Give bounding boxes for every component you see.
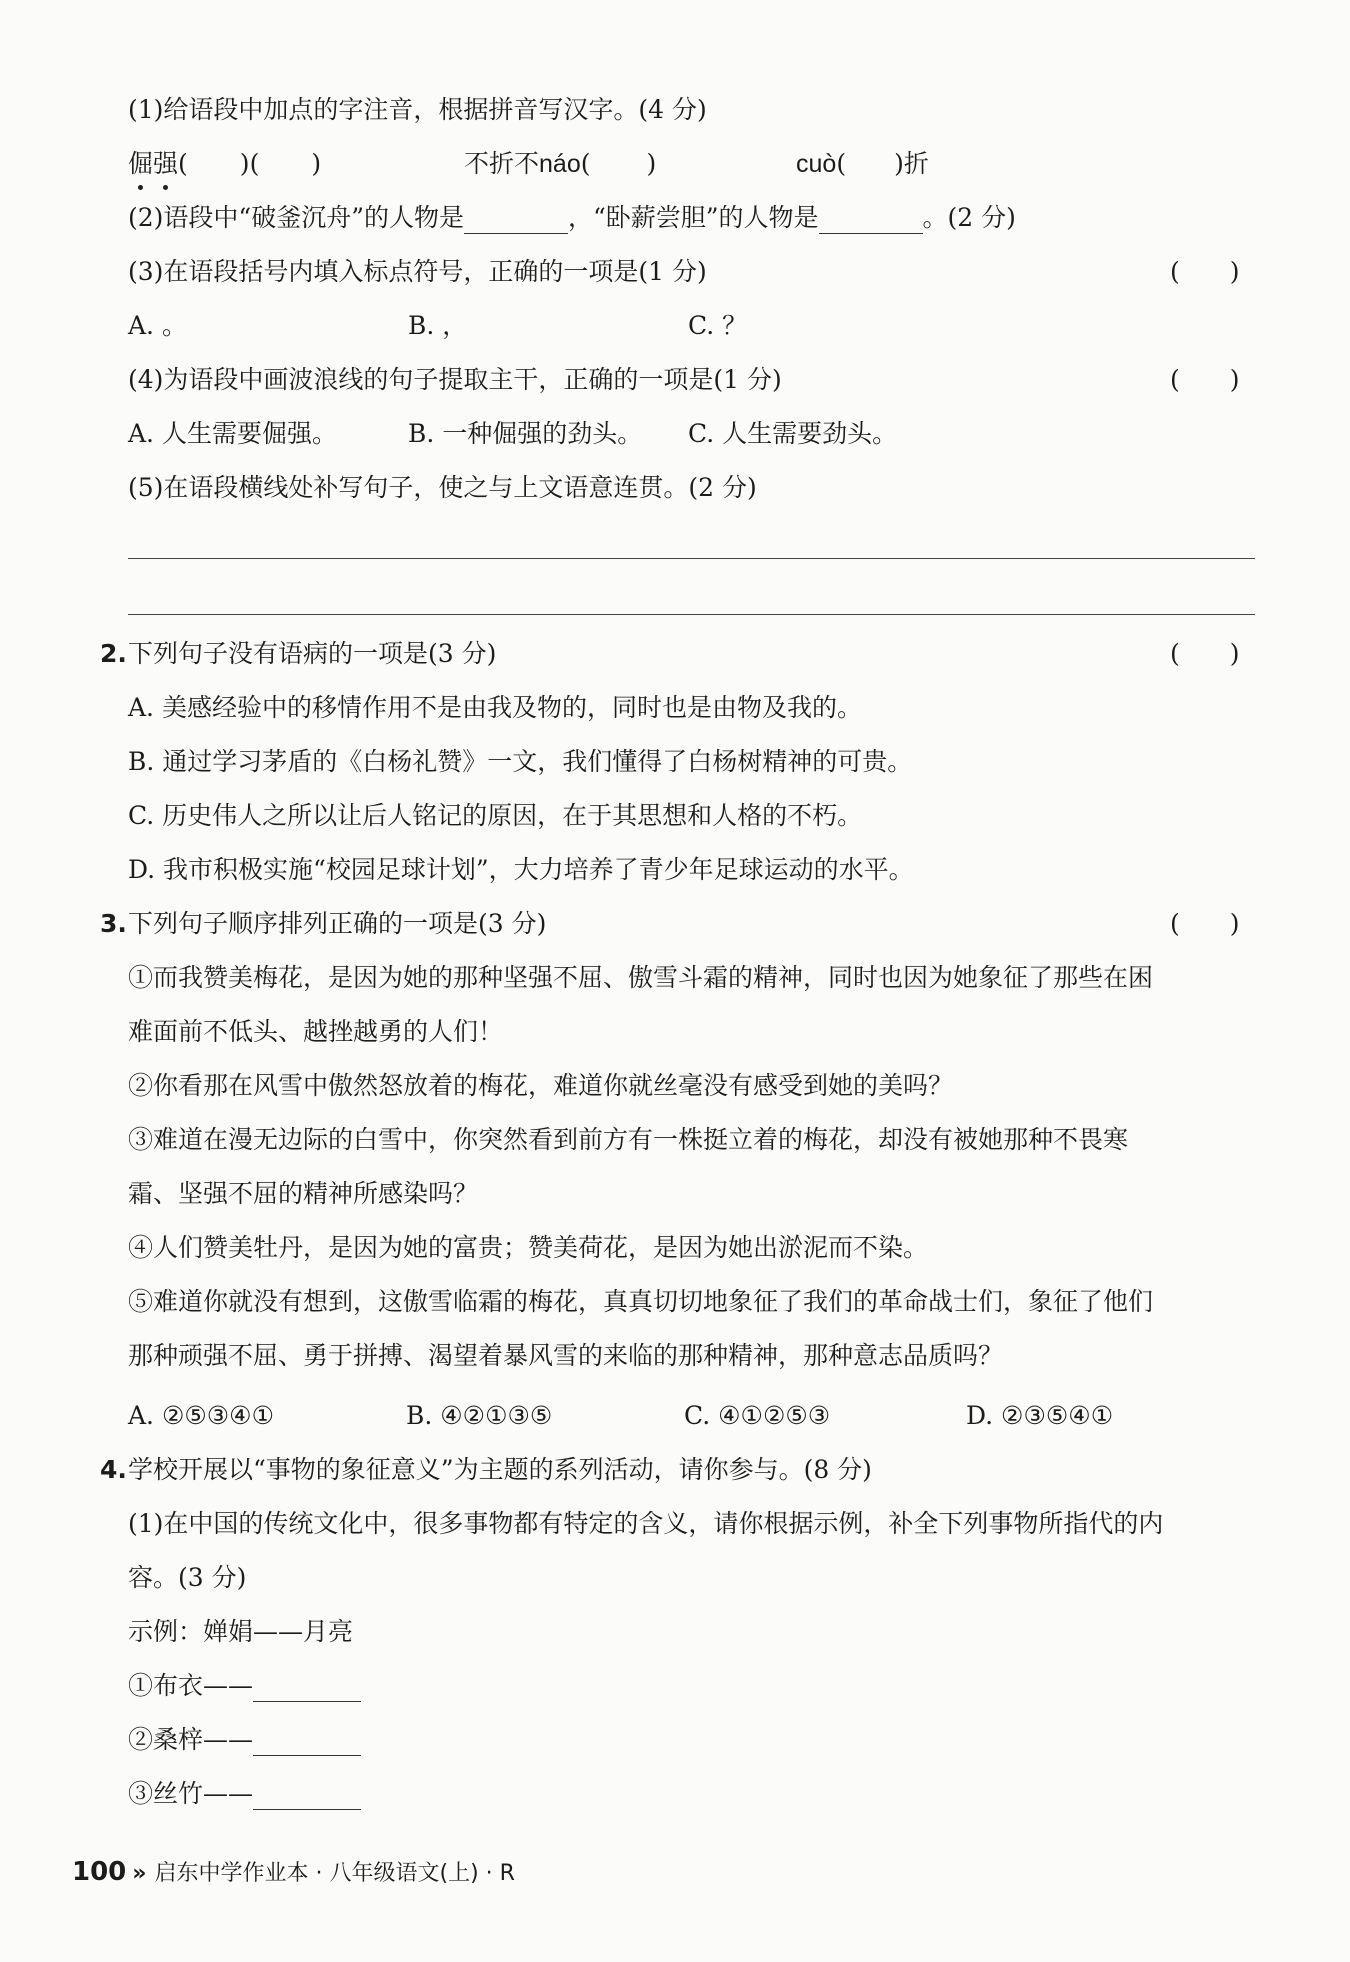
option-c: C. 历史伟人之所以让后人铭记的原因，在于其思想和人格的不朽。 <box>128 801 863 830</box>
q1-pinyin-item2: 不折不náo( ) <box>464 149 657 178</box>
q3-line: ②你看那在风雪中傲然怒放着的梅花，难道你就丝毫没有感受到她的美吗？ <box>128 1071 954 1100</box>
q3-line: ⑤难道你就没有想到，这傲雪临霜的梅花，真真切切地象征了我们的革命战士们，象征了他们 <box>128 1287 1154 1316</box>
option-d: D. 我市积极实施“校园足球计划”，大力培养了青少年足球运动的水平。 <box>128 855 914 884</box>
option-a: A. 。 <box>128 311 187 340</box>
option-b: B. ④②①③⑤ <box>406 1401 553 1430</box>
answer-blank[interactable] <box>253 1729 361 1756</box>
q3-line: ③难道在漫无边际的白雪中，你突然看到前方有一株挺立着的梅花，却没有被她那种不畏寒 <box>128 1125 1129 1154</box>
q4-item: ③丝竹—— <box>128 1778 361 1810</box>
answer-blank[interactable] <box>464 207 568 234</box>
book-title: 启东中学作业本 · 八年级语文(上) · R <box>154 1861 515 1886</box>
page-footer <box>72 1856 515 1887</box>
q1-pinyin-item3: cuò( )折 <box>796 149 929 178</box>
page-number: 100 <box>72 1857 127 1887</box>
q1-sub5: (5)在语段横线处补写句子，使之与上文语意连贯。(2 分) <box>128 473 757 502</box>
q1-sub4: (4)为语段中画波浪线的句子提取主干，正确的一项是(1 分) <box>128 365 782 394</box>
option-a: A. 美感经验中的移情作用不是由我及物的，同时也是由物及我的。 <box>128 693 862 722</box>
answer-blank[interactable] <box>253 1783 361 1810</box>
answer-paren[interactable]: ( ) <box>1170 257 1240 286</box>
question-number: 3. <box>100 909 127 938</box>
option-c: C. ④①②⑤③ <box>684 1401 831 1430</box>
q3-line: ④人们赞美牡丹，是因为她的富贵；赞美荷花，是因为她出淤泥而不染。 <box>128 1233 929 1262</box>
q4-sub1: 容。(3 分) <box>128 1563 247 1592</box>
question-number: 2. <box>100 639 127 668</box>
option-d: D. ②③⑤④① <box>966 1401 1114 1430</box>
answer-paren[interactable]: ( ) <box>1170 365 1240 394</box>
q3-line: 难面前不低头、越挫越勇的人们！ <box>128 1017 504 1046</box>
answer-line[interactable] <box>128 558 1255 559</box>
option-c: C. ？ <box>688 311 748 340</box>
q4-item: ①布衣—— <box>128 1670 361 1702</box>
option-a: A. ②⑤③④① <box>128 1401 275 1430</box>
q3-stem: 3.下列句子顺序排列正确的一项是(3 分) <box>100 909 547 938</box>
q1-sub1: (1)给语段中加点的字注音，根据拼音写汉字。(4 分) <box>128 95 707 124</box>
q4-stem: 4.学校开展以“事物的象征意义”为主题的系列活动，请你参与。(8 分) <box>100 1455 872 1484</box>
answer-blank[interactable] <box>253 1675 361 1702</box>
q4-example: 示例：婵娟——月亮 <box>128 1617 354 1646</box>
pinyin-word1: 倔强 <box>128 149 179 178</box>
option-c: C. 人生需要劲头。 <box>688 419 898 448</box>
option-b: B. 一种倔强的劲头。 <box>408 419 643 448</box>
q1-sub2: (2)语段中“破釜沉舟”的人物是 ，“卧薪尝胆”的人物是 。(2 分) <box>128 203 1016 232</box>
answer-paren[interactable]: ( ) <box>1170 639 1240 668</box>
q4-sub1: (1)在中国的传统文化中，很多事物都有特定的含义，请你根据示例，补全下列事物所指代的内 <box>128 1509 1164 1538</box>
answer-blank[interactable] <box>819 207 923 234</box>
q3-line: 那种顽强不屈、勇于拼搏、渴望着暴风雪的来临的那种精神，那种意志品质吗？ <box>128 1341 1004 1370</box>
q3-line: ①而我赞美梅花，是因为她的那种坚强不屈、傲雪斗霜的精神，同时也因为她象征了那些在困 <box>128 963 1154 992</box>
chevron-right-icon: » <box>132 1861 147 1886</box>
question-number: 4. <box>100 1455 127 1484</box>
answer-line[interactable] <box>128 614 1255 615</box>
answer-paren[interactable]: ( ) <box>1170 909 1240 938</box>
q3-line: 霜、坚强不屈的精神所感染吗？ <box>128 1179 479 1208</box>
option-b: B. 通过学习茅盾的《白杨礼赞》一文，我们懂得了白杨树精神的可贵。 <box>128 747 913 776</box>
q1-pinyin-row: 倔强( )( ) <box>128 149 322 178</box>
q4-item: ②桑梓—— <box>128 1724 361 1756</box>
option-b: B. ， <box>408 311 468 340</box>
q1-sub3: (3)在语段括号内填入标点符号，正确的一项是(1 分) <box>128 257 707 286</box>
q2-stem: 2.下列句子没有语病的一项是(3 分) <box>100 639 497 668</box>
option-a: A. 人生需要倔强。 <box>128 419 337 448</box>
